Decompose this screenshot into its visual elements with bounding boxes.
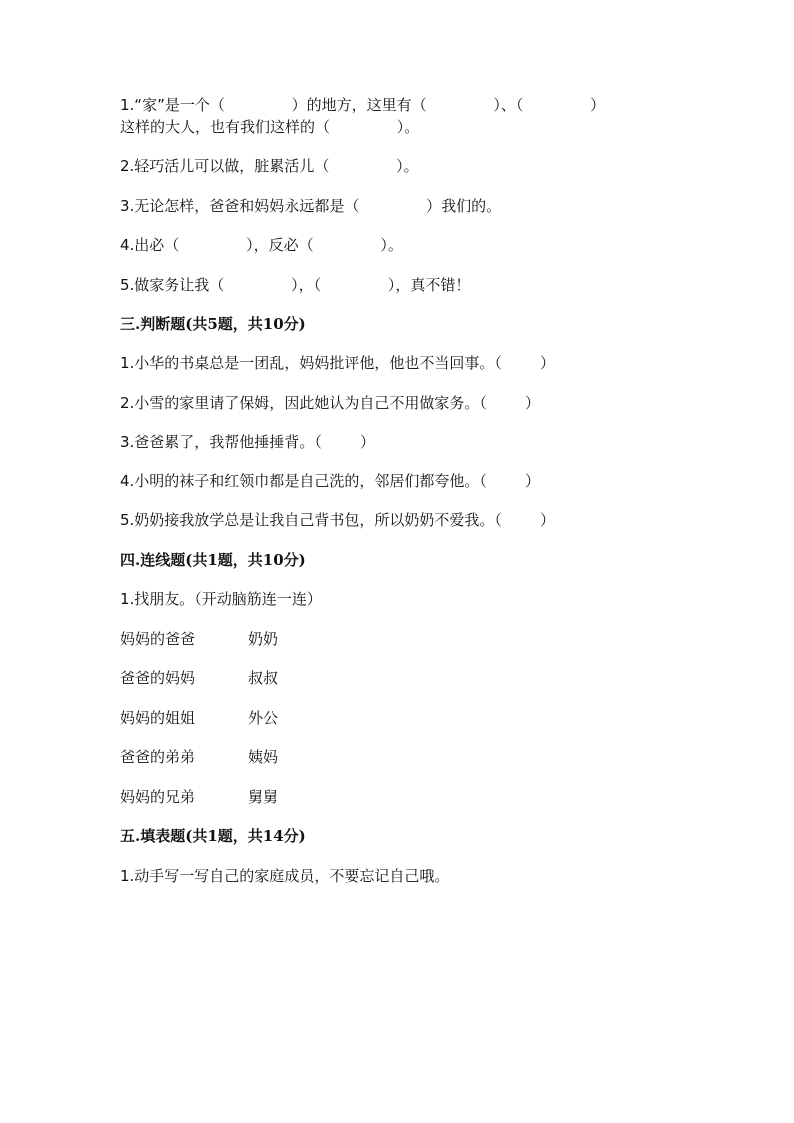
fill-blank-q1-line2: 这样的大人，也有我们这样的（ ）。	[120, 118, 420, 136]
judgement-item-5: 5.奶奶接我放学总是让我自己背书包，所以奶奶不爱我。（ ）	[120, 511, 555, 529]
fill-blank-q2: 2.轻巧活儿可以做，脏累活儿（ ）。	[120, 157, 419, 175]
matching-right-2: 叔叔	[248, 669, 279, 687]
section-heading-table: 五.填表题(共1题，共14分)	[120, 827, 306, 845]
matching-right-5: 舅舅	[248, 788, 279, 806]
judgement-item-3: 3.爸爸累了，我帮他捶捶背。（ ）	[120, 433, 375, 451]
matching-left-2: 爸爸的妈妈	[120, 669, 196, 687]
matching-right-3: 外公	[248, 709, 279, 727]
section-heading-judgement: 三.判断题(共5题，共10分)	[120, 315, 306, 333]
table-question: 1.动手写一写自己的家庭成员，不要忘记自己哦。	[120, 867, 450, 885]
matching-left-5: 妈妈的兄弟	[120, 788, 196, 806]
matching-right-1: 奶奶	[248, 630, 279, 648]
judgement-item-4: 4.小明的袜子和红领巾都是自己洗的，邻居们都夸他。（ ）	[120, 472, 540, 490]
fill-blank-q3: 3.无论怎样，爸爸和妈妈永远都是（ ）我们的。	[120, 197, 502, 215]
section-heading-matching: 四.连线题(共1题，共10分)	[120, 551, 306, 569]
matching-left-3: 妈妈的姐姐	[120, 709, 196, 727]
fill-blank-q1-line1: 1.“家”是一个（ ）的地方，这里有（ ）、（ ）	[120, 96, 606, 114]
matching-question: 1.找朋友。（开动脑筋连一连）	[120, 590, 322, 608]
fill-blank-q4: 4.出必（ ），反必（ ）。	[120, 236, 403, 254]
fill-blank-q5: 5.做家务让我（ ），（ ），真不错！	[120, 276, 471, 294]
matching-right-4: 姨妈	[248, 748, 279, 766]
matching-left-4: 爸爸的弟弟	[120, 748, 196, 766]
judgement-item-2: 2.小雪的家里请了保姆，因此她认为自己不用做家务。（ ）	[120, 394, 540, 412]
judgement-item-1: 1.小华的书桌总是一团乱，妈妈批评他，他也不当回事。（ ）	[120, 354, 555, 372]
matching-left-1: 妈妈的爸爸	[120, 630, 196, 648]
